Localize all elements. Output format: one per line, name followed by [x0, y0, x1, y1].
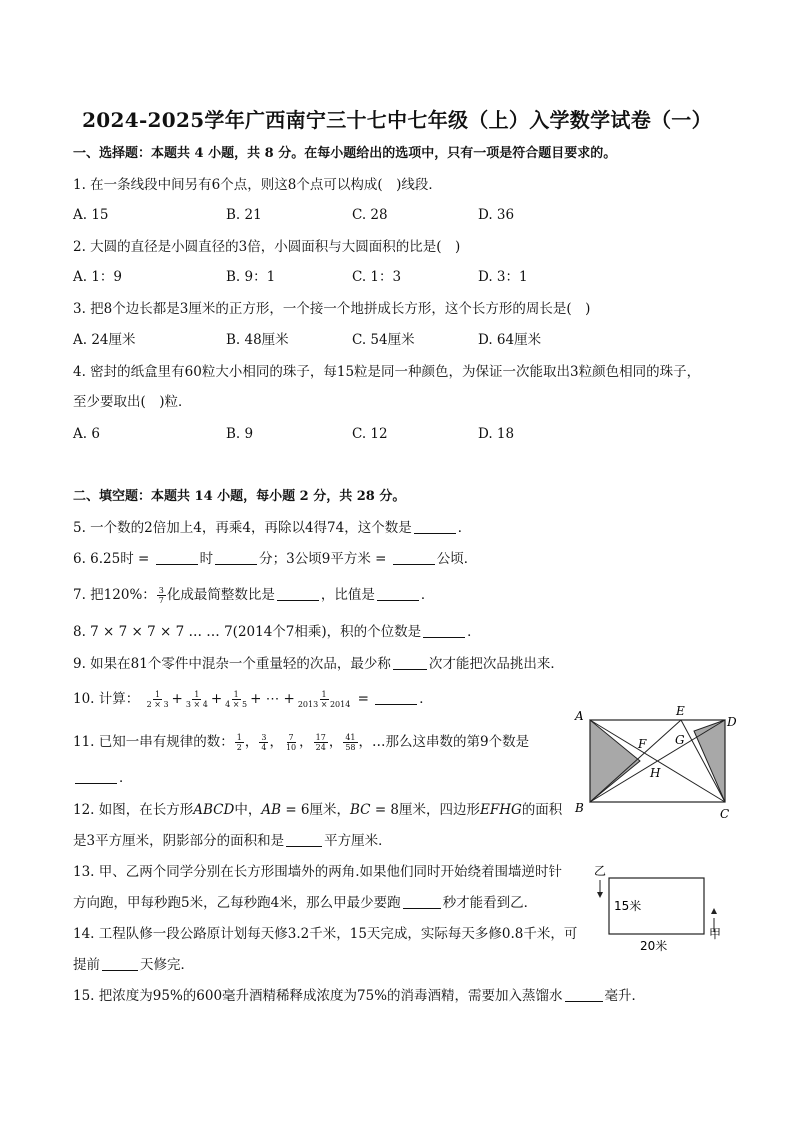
q9-text	[73, 654, 564, 674]
q8-answer-blank[interactable]	[423, 623, 465, 638]
q10-frac-2-num: 1	[194, 690, 200, 699]
q3-option-b: B. 48厘米	[226, 332, 289, 348]
q11-frac-5-den: 58	[345, 743, 356, 752]
q13-line2-a: 方向跑，甲每秒跑5米，乙每秒跑4米，那么甲最少要跑	[73, 895, 401, 911]
q11-frac-3	[284, 733, 298, 752]
q14-line2-b: 天修完．	[140, 957, 194, 973]
label-d: D	[727, 715, 737, 729]
q10-frac-4-den: 2013 × 2014	[297, 700, 351, 709]
q10-end: ．	[419, 691, 433, 707]
jia-arrow-head	[711, 908, 717, 914]
q6-part-c: 分；3公顷9平方米 =	[259, 551, 387, 567]
q14-line2-a: 提前	[73, 957, 100, 973]
q12-part-a: 12. 如图，在长方形	[73, 802, 194, 818]
q12-rectangle-figure	[570, 700, 745, 825]
q10-equals: =	[357, 691, 369, 707]
yi-arrow-head	[597, 892, 603, 898]
q11-frac-5-num: 41	[345, 733, 356, 742]
q12-answer-blank[interactable]	[286, 832, 322, 847]
q13-line2	[73, 893, 537, 913]
q8-part-b: ．	[467, 624, 481, 640]
q4-text: 4. 密封的纸盒里有60粒大小相同的珠子，每15粒是同一种颜色，为保证一次能取出3粒颜色相同的珠子，	[73, 364, 701, 380]
q11-frac-4	[314, 733, 328, 752]
q1-text: 1. 在一条线段中间另有6个点，则这8个点可以构成( )线段．	[73, 177, 442, 193]
q7-text	[73, 585, 434, 605]
q4-option-a: A. 6	[73, 426, 100, 442]
q7-part-b: 化成最简整数比是	[166, 587, 275, 603]
q9-part-b: 次才能把次品挑出来．	[428, 656, 564, 672]
q12-part-e: 的面积	[521, 802, 563, 818]
q12-abcd: ABCD	[193, 802, 235, 818]
label-f: F	[638, 737, 647, 751]
q11-frac-4-num: 17	[315, 733, 326, 742]
q7-blank-2[interactable]	[377, 586, 419, 601]
section1-heading: 一、选择题：本题共 4 小题，共 8 分。在每小题给出的选项中，只有一项是符合题目要求的。	[73, 146, 617, 161]
q11-frac-1-num: 1	[236, 733, 242, 742]
q12-part-d: = 8厘米，四边形	[374, 802, 481, 818]
label-g: G	[675, 733, 685, 747]
q14-line1: 14. 工程队修一段公路原计划每天修3.2千米，15天完成，实际每天多修0.8千米，可	[73, 926, 578, 942]
q10-frac-3	[223, 690, 249, 709]
q12-line2	[73, 831, 392, 851]
label-yi: 乙	[594, 864, 607, 878]
q12-text	[73, 800, 562, 820]
q6-blank-1[interactable]	[156, 550, 198, 565]
q7-part-a: 7. 把120%：	[73, 587, 156, 603]
label-bottom-20m: 20米	[640, 939, 668, 953]
q2-option-c: C. 1：3	[352, 269, 402, 285]
q4-option-d: D. 18	[478, 426, 515, 442]
q10-frac-1-den: 2 × 3	[146, 700, 169, 709]
q12-bc: BC	[350, 802, 371, 818]
q11-part-b: ，…那么这串数的第9个数是	[358, 734, 530, 750]
q3-option-a: A. 24厘米	[73, 332, 136, 348]
q11-frac-2-den: 4	[261, 743, 267, 752]
q10-frac-1	[145, 690, 171, 709]
q7-blank-1[interactable]	[277, 586, 319, 601]
q10-answer-blank[interactable]	[375, 690, 417, 705]
q6-text	[73, 549, 477, 569]
shaded-triangle-right	[694, 720, 725, 802]
label-c: C	[720, 807, 730, 821]
q6-part-d: 公顷．	[436, 551, 478, 567]
label-a: A	[575, 709, 584, 723]
q13-wall-figure	[590, 862, 735, 962]
q11-frac-1	[235, 733, 244, 752]
q7-fraction	[157, 586, 166, 605]
q11-frac-5	[343, 733, 357, 752]
q15-part-b: 毫升．	[604, 988, 646, 1004]
q10-frac-1-num: 1	[155, 690, 161, 699]
q4-text-line2: 至少要取出( )粒．	[73, 394, 192, 410]
q1-option-b: B. 21	[226, 207, 262, 223]
q4-option-b: B. 9	[226, 426, 254, 442]
q11-frac-3-den: 10	[285, 743, 297, 752]
q10-ellipsis: + ⋯ +	[250, 691, 295, 707]
q6-blank-2[interactable]	[215, 550, 257, 565]
q11-answer-blank[interactable]	[75, 769, 117, 784]
q11-frac-2-num: 3	[261, 733, 267, 742]
q15-text	[73, 986, 645, 1006]
q11-text: 11. 已知一串有规律的数： $\frac{1}{2}$ ， $\frac{3}{4}$ ， $\frac{7}{10}$ ， $\frac{17}{24}$ ， $\frac{41}{58}$ ，…那么这串数的第9个数是	[73, 733, 530, 752]
q1-option-c: C. 28	[352, 207, 388, 223]
q10-frac-3-num: 1	[233, 690, 239, 699]
q10-part-a: 10. 计算：	[73, 691, 140, 707]
q1-option-d: D. 36	[478, 207, 515, 223]
q8-part-a: 8. 7 × 7 × 7 × 7 … … 7(2014个7相乘)，积的个位数是	[73, 624, 422, 640]
label-jia: 甲	[709, 927, 722, 941]
q12-part-b: 中，	[234, 802, 262, 818]
q9-answer-blank[interactable]	[393, 655, 427, 670]
q7-frac-num: 3	[158, 586, 164, 595]
q13-answer-blank[interactable]	[403, 894, 441, 909]
q15-answer-blank[interactable]	[565, 987, 603, 1002]
q12-line2-a: 是3平方厘米，阴影部分的面积和是	[73, 833, 285, 849]
q10-text: 10. 计算： $\frac{1}{2 \times 3}$ + $\frac{1}{3 \times 4}$ + $\frac{1}{4 \times 5}$ + ⋯ + $\frac{1}{2013 \times 2014}$ = ．	[73, 690, 433, 709]
q11-frac-1-den: 2	[236, 743, 242, 752]
q5-answer-blank[interactable]	[414, 519, 456, 534]
q6-part-b: 时	[199, 551, 214, 567]
q13-line2-b: 秒才能看到乙．	[442, 895, 538, 911]
q13-line1: 13. 甲、乙两个同学分别在长方形围墙外的两角.如果他们同时开始绕着围墙逆时针	[73, 864, 563, 880]
q12-efhg: EFHG	[480, 802, 522, 818]
q12-ab: AB	[261, 802, 282, 818]
q10-frac-4-num: 1	[321, 690, 327, 699]
q11-frac-3-num: 7	[288, 733, 294, 742]
q3-text: 3. 把8个边长都是3厘米的正方形，一个接一个地拼成长方形，这个长方形的周长是( )	[73, 301, 591, 317]
q14-answer-blank[interactable]	[102, 956, 138, 971]
q5-text	[73, 518, 471, 538]
label-b: B	[575, 801, 584, 815]
q6-part-a: 6. 6.25时 =	[73, 551, 150, 567]
q6-blank-3[interactable]	[393, 550, 435, 565]
q7-frac-den: 7	[158, 596, 164, 605]
q11-line2	[73, 768, 133, 788]
q9-part-a: 9. 如果在81个零件中混杂一个重量轻的次品，最少称	[73, 656, 391, 672]
q10-frac-2-den: 3 × 4	[185, 700, 208, 709]
q11-frac-4-den: 24	[315, 743, 326, 752]
q7-part-d: ．	[420, 587, 435, 603]
q11-frac-2	[259, 733, 268, 752]
q12-line2-b: 平方厘米．	[324, 833, 392, 849]
q5-part-a: 5. 一个数的2倍加上4，再乘4，再除以4得74，这个数是	[73, 520, 412, 536]
q2-option-d: D. 3：1	[478, 269, 528, 285]
label-e: E	[676, 704, 685, 718]
q3-option-d: D. 64厘米	[478, 332, 542, 348]
q15-part-a: 15. 把浓度为95%的600毫升酒精稀释成浓度为75%的消毒酒精，需要加入蒸馏水	[73, 988, 563, 1004]
q10-frac-2	[184, 690, 210, 709]
page-title: 2024-2025学年广西南宁三十七中七年级（上）入学数学试卷（一）	[82, 108, 712, 132]
q7-part-c: ，比值是	[320, 587, 375, 603]
q2-text: 2. 大圆的直径是小圆直径的3倍，小圆面积与大圆面积的比是( )	[73, 239, 461, 255]
q2-option-b: B. 9：1	[226, 269, 276, 285]
q1-option-a: A. 15	[73, 207, 109, 223]
section2-heading: 二、填空题：本题共 14 小题，每小题 2 分，共 28 分。	[73, 489, 406, 504]
shaded-triangle-left	[590, 720, 640, 802]
q5-part-b: ．	[457, 520, 472, 536]
q12-part-c: = 6厘米，	[285, 802, 351, 818]
q11-part-c: ．	[119, 770, 133, 786]
label-side-15m: 15米	[614, 899, 642, 913]
q2-option-a: A. 1：9	[73, 269, 123, 285]
q14-line2	[73, 955, 194, 975]
q3-option-c: C. 54厘米	[352, 332, 415, 348]
q11-part-a: 11. 已知一串有规律的数：	[73, 734, 234, 750]
q10-frac-4	[296, 690, 353, 709]
q10-frac-3-den: 4 × 5	[225, 700, 248, 709]
label-h: H	[650, 766, 661, 780]
q8-text	[73, 622, 481, 642]
q4-option-c: C. 12	[352, 426, 388, 442]
